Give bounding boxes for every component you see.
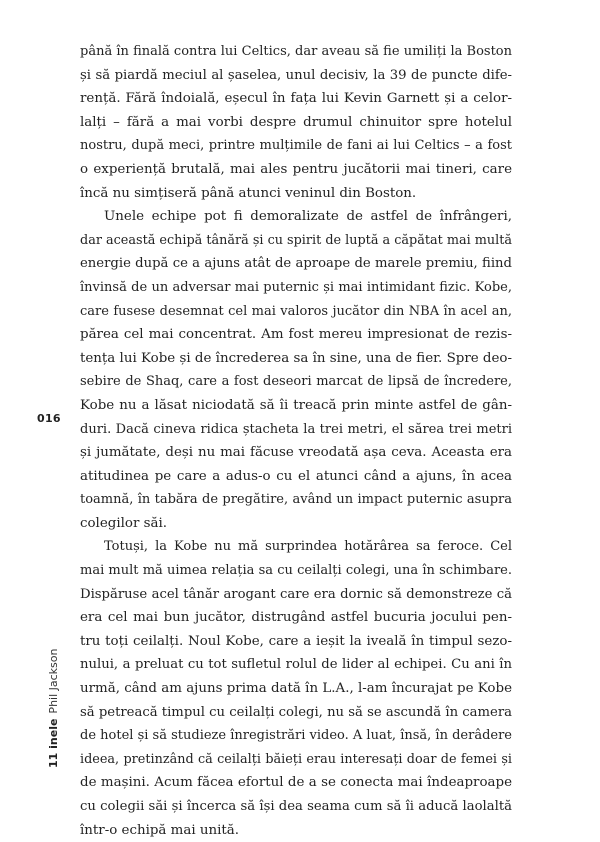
text-line: Dispăruse acel tânăr arogant care era dornic să demonstreze că xyxy=(80,586,512,602)
text-line: atitudinea pe care a adus-o cu el atunci când a ajuns, în acea xyxy=(80,468,512,484)
text-line: tru toți ceilalți. Noul Kobe, care a ieșit la iveală în timpul sezo- xyxy=(80,633,512,649)
text-line: o experiență brutală, mai ales pentru jucătorii mai tineri, care xyxy=(80,161,512,177)
text-line: urmă, când am ajuns prima dată în L.A., l-am încurajat pe Kobe xyxy=(80,681,512,697)
text-line: Kobe nu a lăsat niciodată să îi treacă prin minte astfel de gân- xyxy=(80,397,512,413)
text-line: duri. Dacă cineva ridica ștacheta la trei metri, el sărea trei metri xyxy=(80,421,512,437)
body-text xyxy=(80,40,512,842)
text-line: și jumătate, deși nu mai făcuse vreodată așa ceva. Aceasta era xyxy=(80,445,512,461)
text-line: și să piardă meciul al șaselea, unul decisiv, la 39 de puncte dife- xyxy=(80,67,512,83)
text-line: tența lui Kobe și de încrederea sa în sine, una de fier. Spre deo- xyxy=(80,350,512,366)
text-line: până în finală contra lui Celtics, dar aveau să fie umiliți la Boston xyxy=(80,44,512,59)
text-line: dar această echipă tânără și cu spirit de luptă a căpătat mai multă xyxy=(80,232,512,248)
text-line: rență. Fără îndoială, eșecul în fața lui Kevin Garnett și a celor- xyxy=(80,91,512,107)
text-line: părea cel mai concentrat. Am fost mereu impresionat de rezis- xyxy=(80,327,512,343)
text-line: nului, a preluat cu tot sufletul rolul de lider al echipei. Cu ani în xyxy=(80,657,512,673)
text-line: energie după ce a ajuns atât de aproape de marele premiu, fiind xyxy=(80,256,512,272)
page-number: 016 xyxy=(37,412,61,425)
text-line: învinsă de un adversar mai puternic și mai intimidant fizic. Kobe, xyxy=(80,279,512,295)
text-line: nostru, după meci, printre mulțimile de fani ai lui Celtics – a fost xyxy=(80,138,512,154)
book-title: 11 inele xyxy=(47,718,60,768)
text-line: de hotel și să studieze înregistrări video. A luat, însă, în derâdere xyxy=(80,728,512,744)
text-line: ideea, pretinzând că ceilalți băieți erau interesați doar de femei și xyxy=(80,751,512,767)
text-line: toamnă, în tabăra de pregătire, având un impact puternic asupra xyxy=(80,492,512,508)
text-line: care fusese desemnat cel mai valoros jucător din NBA în acel an, xyxy=(80,303,512,319)
text-line: să petreacă timpul cu ceilalți colegi, nu să se ascundă în camera xyxy=(80,704,512,720)
running-head xyxy=(47,649,60,769)
text-line: cu colegii săi și încerca să își dea seama cum să îi aducă laolaltă xyxy=(80,799,512,814)
text-line: mai mult mă uimea relația sa cu ceilalți colegi, una în schimbare. xyxy=(80,563,512,579)
paragraph-first-line: Unele echipe pot fi demoralizate de astfel de înfrângeri, xyxy=(104,209,512,225)
paragraph-first-line: Totuși, la Kobe nu mă surprindea hotărârea sa feroce. Cel xyxy=(104,539,512,555)
text-line: lalți – fără a mai vorbi despre drumul chinuitor spre hotelul xyxy=(80,114,512,130)
text-line: era cel mai bun jucător, distrugând astfel bucuria jocului pen- xyxy=(80,610,512,626)
text-line: într-o echipă mai unită. xyxy=(80,822,240,838)
text-line: de mașini. Acum făcea efortul de a se conecta mai îndeaproape xyxy=(80,775,512,791)
text-line: colegilor săi. xyxy=(80,515,168,531)
author-name: Phil Jackson xyxy=(47,648,60,714)
text-line: sebire de Shaq, care a fost deseori marcat de lipsă de încredere, xyxy=(80,374,512,390)
text-line: încă nu simțiseră până atunci veninul din Boston. xyxy=(80,185,417,201)
